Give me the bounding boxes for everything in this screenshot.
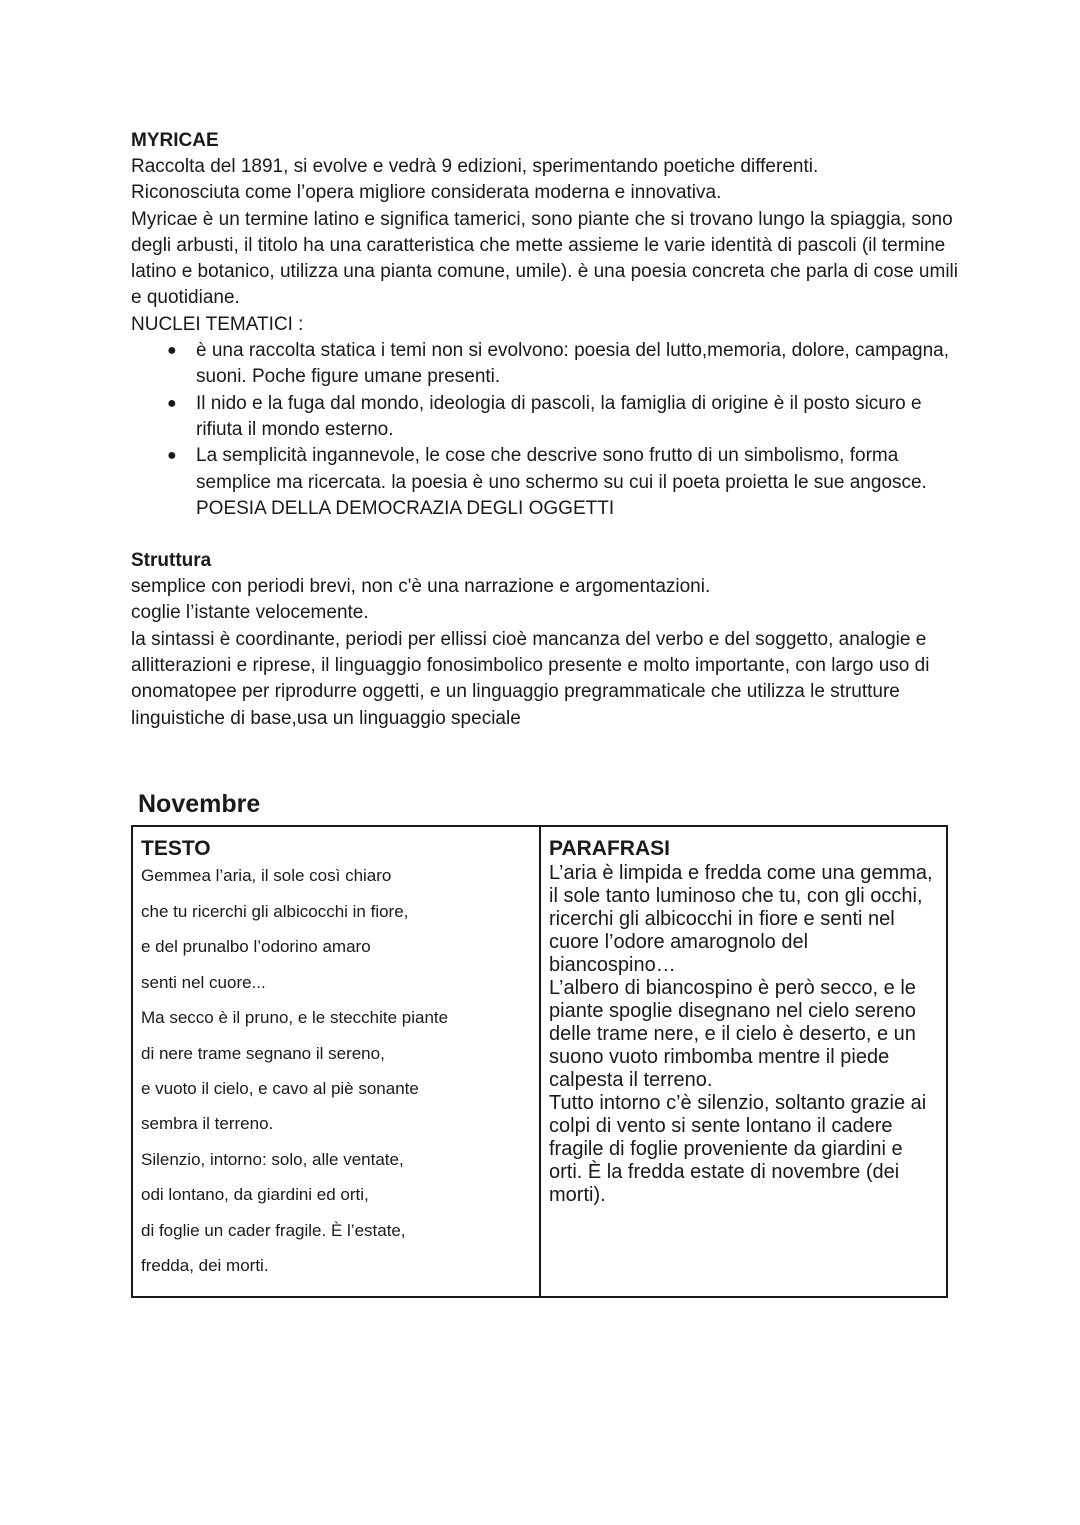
verse-line: Gemmea l’aria, il sole così chiaro (141, 866, 392, 885)
verse-line: Ma secco è il pruno, e le stecchite piante (141, 1008, 449, 1028)
verse-line: che tu ricerchi gli albicocchi in fiore, (141, 902, 409, 921)
struttura-line-2: coglie l’istante velocemente. (131, 602, 369, 624)
poem-table (131, 825, 948, 1298)
testo-header: TESTO (141, 837, 211, 860)
struttura-title: Struttura (131, 550, 212, 572)
verse-line: sembra il terreno. (141, 1114, 274, 1134)
list-item (167, 338, 961, 391)
parafrasi-paragraph-2: L’albero di biancospino è però secco, e le piante spoglie disegnano nel cielo sereno delle trame nere, e il cielo è deserto, e un suono vuoto rimbomba mentre il piede calpesta il terreno. (549, 977, 916, 1091)
struttura-line-3: la sintassi è coordinante, periodi per ellissi cioè mancanza del verbo e del soggetto, analogie e allitterazioni e riprese, il linguaggio fonosimbolico presente e molto importante, con largo uso di onomatopee per riprodurre oggetti, e un linguaggio pregrammaticale che utilizza le strutture linguistiche di base,usa un linguaggio speciale (131, 628, 930, 729)
list-item (167, 443, 961, 496)
bullet-icon: ● (167, 447, 177, 465)
novembre-title: Novembre (138, 790, 261, 818)
list-item-text: è una raccolta statica i temi non si evolvono: poesia del lutto,memoria, dolore, campagna, suoni. Poche figure umane presenti. (196, 340, 950, 388)
parafrasi-column (541, 827, 946, 1296)
verse-line: e del prunalbo l’odorino amaro (141, 937, 371, 957)
nuclei-tematici-heading: NUCLEI TEMATICI : (131, 313, 304, 335)
myricae-intro-2: Riconosciuta come l’opera migliore considerata moderna e innovativa. (131, 182, 722, 204)
list-item (167, 391, 961, 444)
myricae-intro-1: Raccolta del 1891, si evolve e vedrà 9 edizioni, sperimentando poetiche differenti. (131, 156, 819, 177)
verse-line: e vuoto il cielo, e cavo al piè sonante (141, 1079, 419, 1099)
motto-text: POESIA DELLA DEMOCRAZIA DEGLI OGGETTI (196, 497, 615, 519)
verse-line: Silenzio, intorno: solo, alle ventate, (141, 1149, 404, 1169)
list-item-text: La semplicità ingannevole, le cose che descrive sono frutto di un simbolismo, forma semplice ma ricercata. la poesia è uno schermo su cui il poeta proietta le sue angosce. (196, 445, 927, 493)
parafrasi-paragraph-1: L’aria è limpida e fredda come una gemma, il sole tanto luminoso che tu, con gli occhi, ricerchi gli albicocchi in fiore e senti nel cuore l’odore amarognolo del biancospino… (549, 862, 933, 976)
bullet-icon: ● (167, 342, 177, 360)
bullet-icon: ● (167, 394, 177, 412)
notes-page (131, 128, 961, 732)
verse-line: di foglie un cader fragile. È l’estate, (141, 1220, 406, 1240)
parafrasi-header: PARAFRASI (549, 837, 670, 860)
verse-line: di nere trame segnano il sereno, (141, 1043, 385, 1063)
parafrasi-paragraph-3: Tutto intorno c’è silenzio, soltanto grazie ai colpi di vento si sente lontano il cadere fragile di foglie proveniente da giardini e orti. È la fredda estate di novembre (dei morti). (549, 1092, 927, 1206)
list-item-text: Il nido e la fuga dal mondo, ideologia di pascoli, la famiglia di origine è il posto sicuro e rifiuta il mondo esterno. (196, 392, 922, 440)
testo-column (133, 827, 541, 1296)
struttura-line-1: semplice con periodi brevi, non c'è una narrazione e argomentazioni. (131, 576, 711, 598)
nuclei-tematici-list (131, 338, 961, 496)
verse-line: odi lontano, da giardini ed orti, (141, 1185, 369, 1205)
verse-line: senti nel cuore... (141, 972, 266, 992)
verse-line: fredda, dei morti. (141, 1256, 269, 1276)
myricae-intro-3: Myricae è un termine latino e significa tamerici, sono piante che si trovano lungo la spiaggia, sono degli arbusti, il titolo ha una caratteristica che mette assieme le varie identità di pascoli (il termine latino e botanico, utilizza una pianta comune, umile). è una poesia concreta che parla di cose umili e quotidiane. (131, 208, 958, 309)
myricae-title: MYRICAE (131, 130, 219, 151)
